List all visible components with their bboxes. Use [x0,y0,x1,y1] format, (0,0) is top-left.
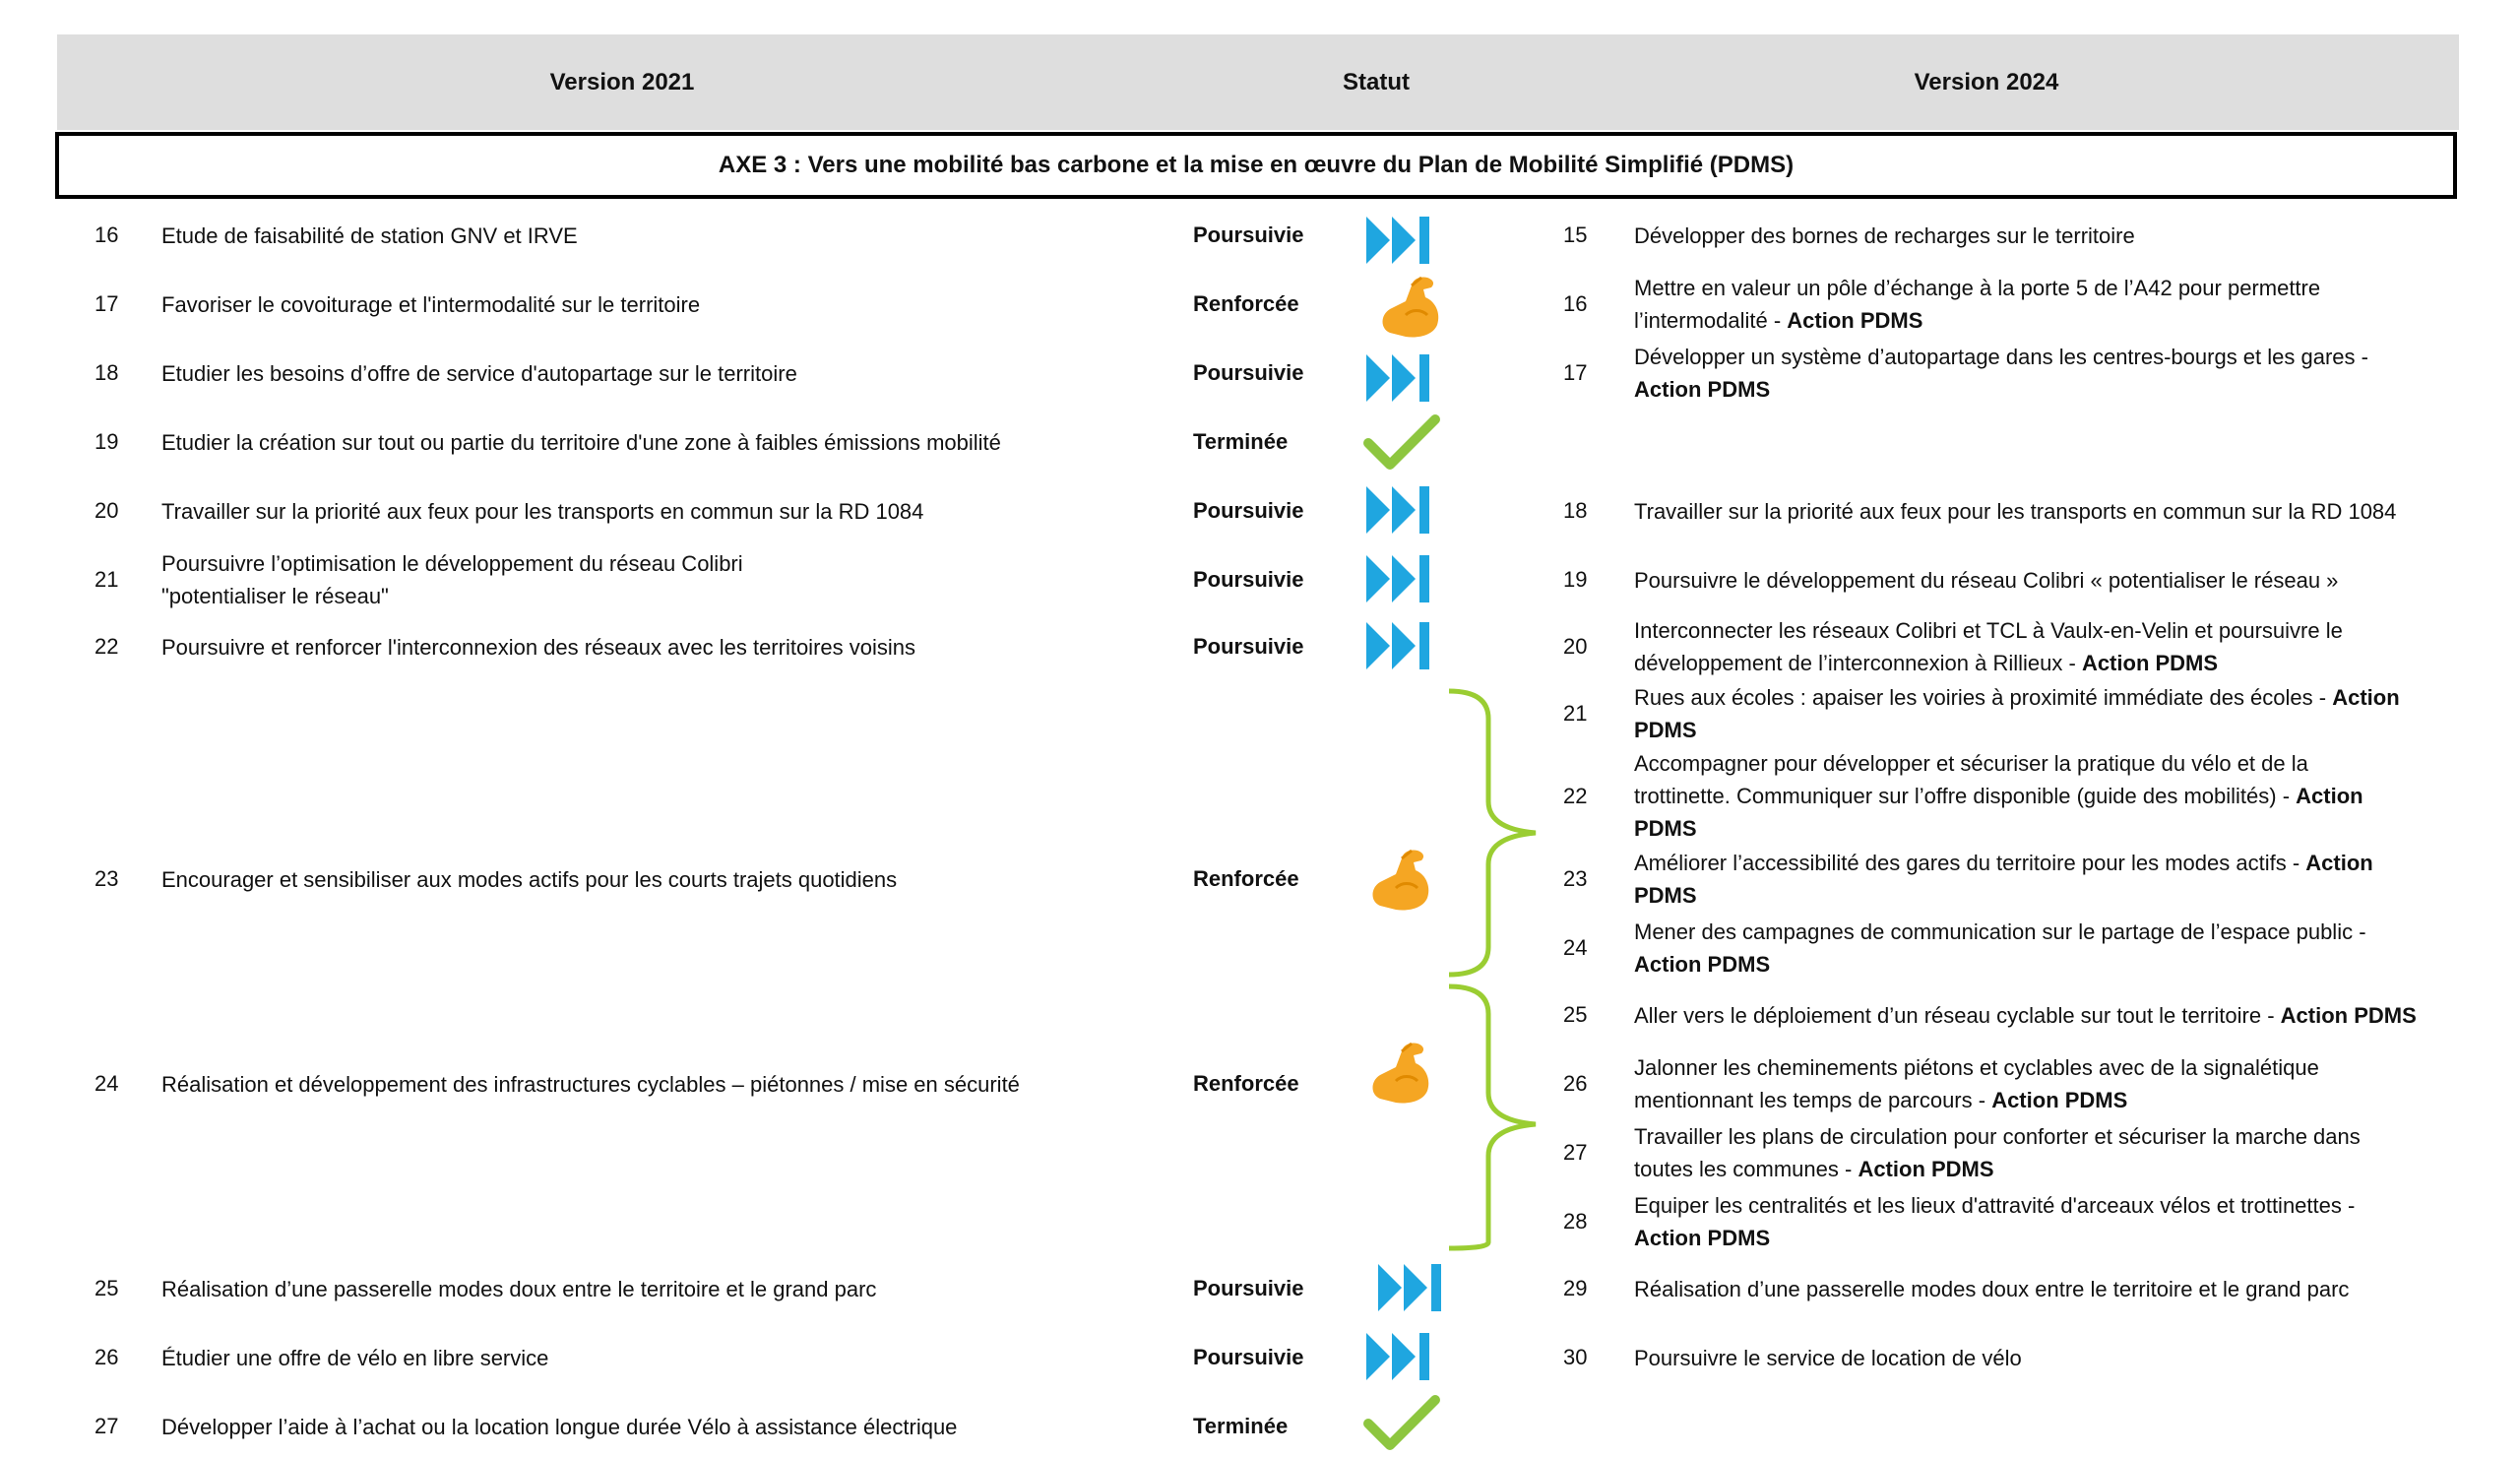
left-row-number: 19 [94,429,119,454]
right-row-text: Poursuivre le service de location de vélo [1634,1346,2022,1370]
left-row-text: Poursuivre l’optimisation le développement du réseau Colibri [161,551,743,576]
left-row-text: Travailler sur la priorité aux feux pour les transports en commun sur la RD 1084 [161,499,924,524]
right-row-number: 23 [1563,866,1588,891]
axe-title: AXE 3 : Vers une mobilité bas carbone et la mise en œuvre du Plan de Mobilité Simplifié (PDMS) [55,132,2457,199]
right-row-number: 20 [1563,634,1588,659]
action-label: Action [2305,851,2373,875]
flexed-biceps-icon [1366,1038,1435,1107]
left-row-number: 22 [94,634,119,659]
check-mark-icon [1362,1394,1441,1453]
right-row-text: Développer des bornes de recharges sur le territoire [1634,223,2135,248]
right-row-text: Equiper les centralités et les lieux d'attravité d'arceaux vélos et trottinettes - [1634,1193,2356,1218]
right-row-number: 15 [1563,222,1588,247]
right-row-text [1634,847,2373,879]
status-label: Terminée [1193,1414,1289,1438]
action-label: Action [2296,784,2363,808]
status-label: Renforcée [1193,291,1299,316]
right-row-text: Développer un système d’autopartage dans les centres-bourgs et les gares - [1634,345,2368,369]
right-row-text-line2 [1634,780,2363,812]
right-row-number: 18 [1563,498,1588,523]
fast-forward-icon [1364,551,1433,606]
right-row-text: Accompagner pour développer et sécuriser la pratique du vélo et de la [1634,751,2308,776]
right-row-number: 28 [1563,1209,1588,1234]
fast-forward-icon [1364,213,1433,268]
left-row-text: Favoriser le covoiturage et l'intermodalité sur le territoire [161,292,701,317]
status-label: Poursuivie [1193,360,1304,385]
action-pdms-label: Action PDMS [1634,1226,1771,1250]
fast-forward-icon [1364,1329,1433,1384]
right-row-text-line2 [1634,1084,2127,1116]
right-row-number: 16 [1563,291,1588,316]
fast-forward-icon [1364,482,1433,538]
right-row-text: Interconnecter les réseaux Colibri et TCL à Vaulx-en-Velin et poursuivre le [1634,618,2343,643]
action-label: Action [2332,685,2400,710]
right-row-text-part: Rues aux écoles : apaiser les voiries à proximité immédiate des écoles - [1634,685,2333,710]
pdms-label: PDMS [1634,816,1697,841]
right-row-text: Mettre en valeur un pôle d’échange à la porte 5 de l’A42 pour permettre [1634,276,2321,300]
left-row-number: 16 [94,222,119,247]
pdms-label: PDMS [1634,883,1697,908]
right-row-number: 19 [1563,567,1588,592]
right-row-text-part: Améliorer l’accessibilité des gares du territoire pour les modes actifs - [1634,851,2306,875]
left-row-number: 26 [94,1345,119,1369]
table-header [57,34,2459,130]
left-row-text: Réalisation et développement des infrastructures cyclables – piétonnes / mise en sécurité [161,1072,1020,1097]
right-row-number: 22 [1563,784,1588,808]
left-row-text-line2: "potentialiser le réseau" [161,584,389,608]
fast-forward-icon [1364,350,1433,406]
right-row-text: Jalonner les cheminements piétons et cyclables avec de la signalétique [1634,1055,2319,1080]
flexed-biceps-icon [1376,272,1445,341]
left-row-text: Étudier une offre de vélo en libre service [161,1346,549,1370]
status-label: Poursuivie [1193,1345,1304,1369]
right-row-text-line2 [1634,647,2218,679]
right-row-number: 25 [1563,1002,1588,1027]
left-row-text: Etudier les besoins d’offre de service d'autopartage sur le territoire [161,361,797,386]
right-row-text: Travailler les plans de circulation pour conforter et sécuriser la marche dans [1634,1124,2361,1149]
status-label: Renforcée [1193,866,1299,891]
header-statut: Statut [1343,69,1410,95]
fast-forward-icon [1376,1260,1445,1315]
left-row-text: Etude de faisabilité de station GNV et IRVE [161,223,578,248]
right-row-number: 17 [1563,360,1588,385]
right-row-text-part: toutes les communes - [1634,1157,1858,1181]
action-pdms-label: Action PDMS [1858,1157,1994,1181]
action-pdms-label: Action PDMS [2081,651,2219,675]
grouping-brace [1437,679,1545,1270]
header-version-2024: Version 2024 [1914,69,2059,95]
action-pdms-label: Action PDMS [1634,952,1771,977]
right-row-number: 26 [1563,1071,1588,1096]
right-row-text-line2 [1634,1153,1994,1185]
left-row-text: Réalisation d’une passerelle modes doux entre le territoire et le grand parc [161,1277,877,1301]
left-row-number: 25 [94,1276,119,1300]
left-row-number: 17 [94,291,119,316]
left-row-number: 20 [94,498,119,523]
right-row-text-part: Aller vers le déploiement d’un réseau cyclable sur tout le territoire - [1634,1003,2281,1028]
fast-forward-icon [1364,618,1433,673]
left-row-text: Poursuivre et renforcer l'interconnexion des réseaux avec les territoires voisins [161,635,915,660]
right-row-text: Mener des campagnes de communication sur le partage de l’espace public - [1634,919,2366,944]
left-row-number: 24 [94,1071,119,1096]
flexed-biceps-icon [1366,845,1435,914]
action-pdms-label: Action PDMS [2280,1003,2417,1028]
status-label: Poursuivie [1193,498,1304,523]
left-row-text: Etudier la création sur tout ou partie du territoire d'une zone à faibles émissions mobilité [161,430,1001,455]
status-label: Renforcée [1193,1071,1299,1096]
right-row-text [1634,999,2417,1032]
right-row-text-part: mentionnant les temps de parcours - [1634,1088,1992,1112]
left-row-number: 18 [94,360,119,385]
right-row-text: Réalisation d’une passerelle modes doux entre le territoire et le grand parc [1634,1277,2350,1301]
status-label: Poursuivie [1193,567,1304,592]
right-row-number: 21 [1563,701,1588,726]
status-label: Poursuivie [1193,1276,1304,1300]
right-row-text-part: l’intermodalité - [1634,308,1788,333]
pdms-label: PDMS [1634,718,1697,742]
action-pdms-label: Action PDMS [1787,308,1923,333]
left-row-number: 27 [94,1414,119,1438]
right-row-text: Travailler sur la priorité aux feux pour les transports en commun sur la RD 1084 [1634,499,2397,524]
right-row-text-line2 [1634,304,1922,337]
left-row-number: 21 [94,567,119,592]
right-row-number: 24 [1563,935,1588,960]
status-label: Terminée [1193,429,1289,454]
right-row-number: 30 [1563,1345,1588,1369]
right-row-number: 27 [1563,1140,1588,1165]
check-mark-icon [1362,413,1441,473]
status-label: Poursuivie [1193,222,1304,247]
left-row-number: 23 [94,866,119,891]
right-row-number: 29 [1563,1276,1588,1300]
action-pdms-label: Action PDMS [1991,1088,2128,1112]
left-row-text: Encourager et sensibiliser aux modes actifs pour les courts trajets quotidiens [161,867,898,892]
status-label: Poursuivie [1193,634,1304,659]
header-version-2021: Version 2021 [549,69,695,95]
right-row-text [1634,681,2400,714]
left-row-text: Développer l’aide à l’achat ou la location longue durée Vélo à assistance électrique [161,1415,958,1439]
right-row-text-part: développement de l’interconnexion à Rillieux - [1634,651,2082,675]
action-pdms-label: Action PDMS [1634,377,1771,402]
right-row-text-part: trottinette. Communiquer sur l’offre disponible (guide des mobilités) - [1634,784,2297,808]
right-row-text: Poursuivre le développement du réseau Colibri « potentialiser le réseau » [1634,568,2339,593]
